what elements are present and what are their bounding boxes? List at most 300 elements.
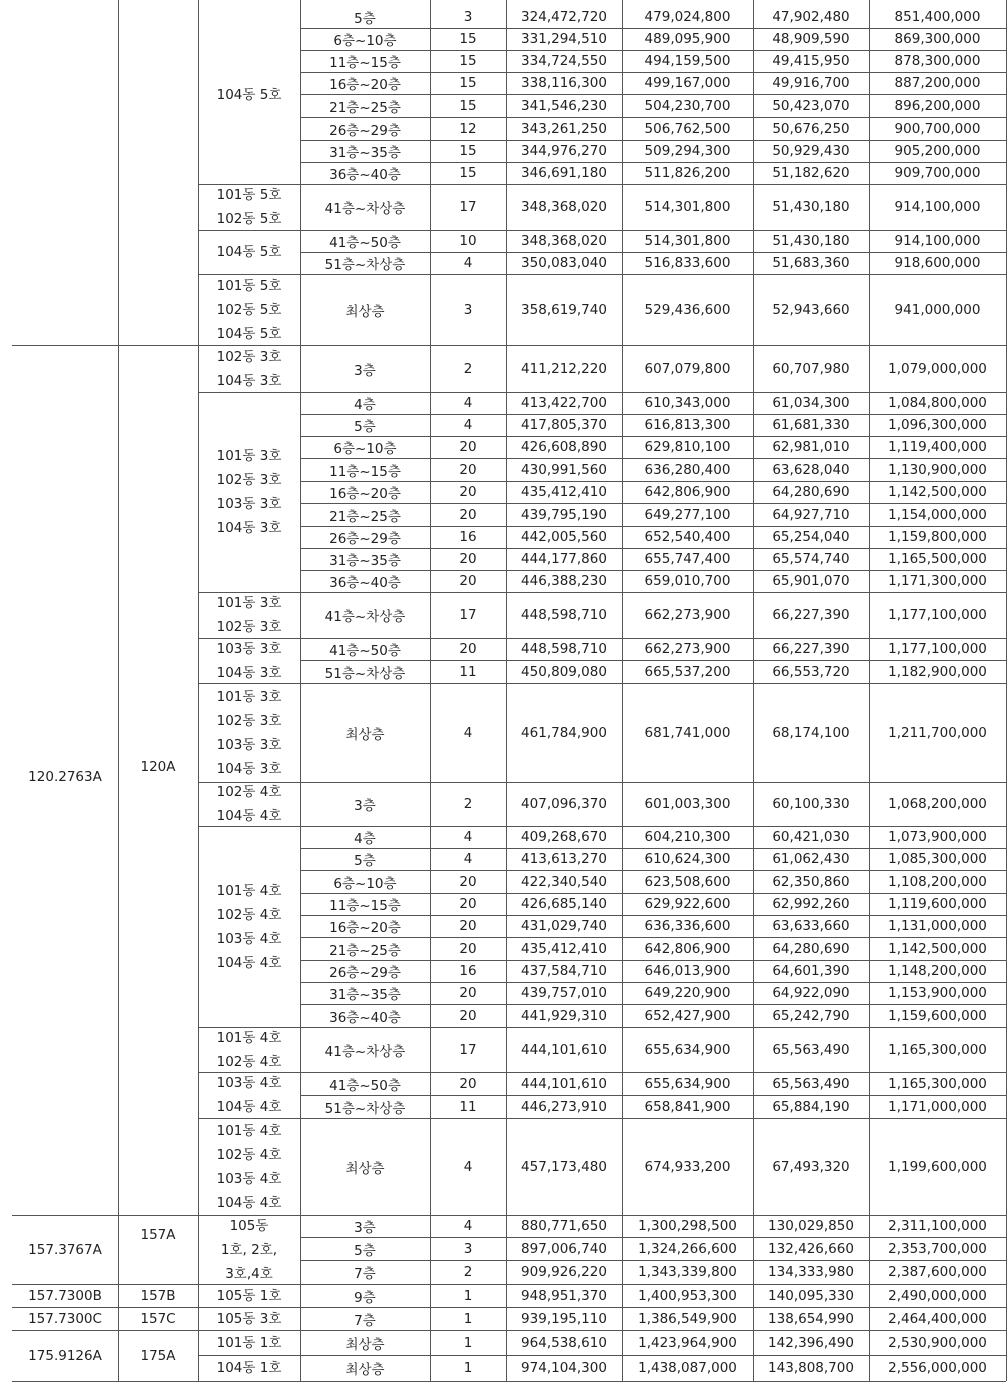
floor-cell: 6층~10층 [333, 875, 397, 892]
type-cell: 157B [140, 1287, 176, 1304]
floor-cell: 9층 [354, 1289, 376, 1306]
building-price-cell: 529,436,600 [644, 301, 731, 318]
land-price-cell: 411,212,220 [521, 360, 607, 377]
total-price-cell: 1,068,200,000 [888, 796, 987, 812]
vat-cell: 66,227,390 [772, 607, 850, 623]
unit-label: 102동 3호 [216, 619, 282, 635]
building-price-cell: 649,220,900 [644, 985, 731, 1001]
household-count-cell: 20 [459, 461, 477, 478]
unit-label: 104동 1호 [216, 1360, 282, 1376]
household-count-cell: 4 [463, 417, 473, 433]
household-count-cell: 17 [459, 199, 477, 215]
area-cell: 157.7300B [28, 1287, 102, 1304]
land-price-cell: 897,006,740 [521, 1240, 607, 1257]
unit-label: 101동 1호 [216, 1334, 282, 1351]
vat-cell: 67,493,320 [772, 1158, 850, 1175]
land-price-cell: 439,757,010 [521, 985, 607, 1001]
floor-cell: 41층~차상층 [324, 201, 406, 217]
floor-cell: 26층~29층 [329, 122, 401, 139]
total-price-cell: 2,353,700,000 [888, 1240, 987, 1257]
total-price-cell: 1,171,000,000 [888, 1098, 987, 1115]
vat-cell: 50,929,430 [772, 143, 850, 159]
floor-cell: 16층~20층 [329, 920, 401, 936]
vat-cell: 130,029,850 [768, 1218, 854, 1234]
column-border [300, 0, 301, 1381]
row-border [12, 345, 198, 346]
floor-cell: 4층 [354, 831, 376, 847]
floor-cell: 11층~15층 [329, 898, 401, 914]
household-count-cell: 17 [459, 1041, 477, 1058]
floor-cell: 41층~50층 [329, 235, 401, 251]
land-price-cell: 324,472,720 [521, 9, 607, 25]
household-count-cell: 2 [463, 1264, 473, 1280]
household-count-cell: 20 [459, 439, 477, 455]
unit-label: 102동 4호 [216, 784, 282, 800]
household-count-cell: 4 [463, 851, 473, 867]
household-count-cell: 3 [463, 301, 473, 318]
vat-cell: 51,683,360 [772, 255, 850, 271]
total-price-cell: 941,000,000 [894, 301, 981, 318]
vat-cell: 50,676,250 [772, 120, 850, 137]
total-price-cell: 1,130,900,000 [888, 461, 987, 478]
household-count-cell: 3 [463, 9, 473, 25]
building-price-cell: 494,159,500 [644, 53, 731, 69]
land-price-cell: 909,926,220 [521, 1264, 607, 1280]
land-price-cell: 413,613,270 [521, 851, 607, 867]
building-price-cell: 681,741,000 [644, 724, 731, 741]
unit-label: 102동 3호 [216, 712, 282, 729]
unit-group-cell [198, 1215, 300, 1284]
unit-label: 104동 3호 [216, 664, 282, 681]
floor-cell: 5층 [354, 419, 376, 435]
unit-label: 104동 3호 [216, 520, 282, 536]
vat-cell: 48,909,590 [772, 31, 850, 47]
household-count-cell: 4 [463, 1218, 473, 1234]
unit-group-cell [198, 1072, 300, 1118]
land-price-cell: 431,029,740 [521, 918, 607, 934]
column-border [622, 0, 623, 1381]
total-price-cell: 1,142,500,000 [888, 940, 987, 957]
total-price-cell: 2,311,100,000 [888, 1218, 987, 1234]
vat-cell: 65,563,490 [772, 1041, 850, 1058]
total-price-cell: 1,085,300,000 [888, 851, 987, 867]
vat-cell: 49,415,950 [772, 53, 850, 69]
unit-group-cell [198, 184, 300, 230]
total-price-cell: 900,700,000 [894, 120, 981, 137]
column-border [753, 0, 754, 1381]
total-price-cell: 1,182,900,000 [888, 663, 987, 680]
total-price-cell: 2,530,900,000 [888, 1334, 987, 1351]
unit-label: 101동 5호 [216, 187, 282, 203]
building-price-cell: 636,336,600 [644, 918, 731, 934]
row-border [12, 1215, 198, 1216]
land-price-cell: 461,784,900 [521, 724, 607, 741]
unit-label: 104동 4호 [216, 1194, 282, 1211]
land-price-cell: 341,546,230 [521, 97, 607, 114]
land-price-cell: 435,412,410 [521, 484, 607, 500]
floor-cell: 21층~25층 [329, 508, 401, 525]
vat-cell: 60,421,030 [772, 829, 850, 845]
vat-cell: 49,916,700 [772, 75, 850, 91]
unit-label: 101동 4호 [216, 882, 282, 899]
building-price-cell: 652,540,400 [644, 529, 731, 545]
vat-cell: 51,182,620 [772, 165, 850, 181]
building-price-cell: 649,277,100 [644, 506, 731, 523]
floor-cell: 3층 [354, 362, 376, 379]
household-count-cell: 3 [463, 1240, 473, 1257]
total-price-cell: 1,159,800,000 [888, 529, 987, 545]
building-price-cell: 1,400,953,300 [638, 1287, 737, 1304]
building-price-cell: 601,003,300 [644, 796, 731, 812]
unit-label: 104동 4호 [216, 808, 282, 824]
total-price-cell: 1,148,200,000 [888, 963, 987, 979]
total-price-cell: 1,199,600,000 [888, 1158, 987, 1175]
vat-cell: 65,563,490 [772, 1075, 850, 1092]
total-price-cell: 918,600,000 [894, 255, 981, 271]
building-price-cell: 516,833,600 [644, 255, 731, 271]
land-price-cell: 430,991,560 [521, 461, 607, 478]
area-cell [12, 6, 118, 345]
total-price-cell: 2,556,000,000 [888, 1360, 987, 1376]
land-price-cell: 437,584,710 [521, 963, 607, 979]
area-cell: 120.2763A [28, 769, 102, 785]
unit-label: 103동 4호 [216, 930, 282, 947]
column-border [430, 0, 431, 1381]
land-price-cell: 448,598,710 [521, 607, 607, 623]
floor-cell: 16층~20층 [329, 486, 401, 502]
total-price-cell: 1,165,500,000 [888, 551, 987, 567]
floor-cell: 31층~35층 [329, 553, 401, 569]
household-count-cell: 12 [459, 120, 477, 137]
land-price-cell: 334,724,550 [521, 53, 607, 69]
vat-cell: 62,350,860 [772, 873, 850, 890]
floor-cell: 21층~25층 [329, 942, 401, 959]
floor-cell: 최상층 [345, 726, 385, 743]
building-price-cell: 642,806,900 [644, 484, 731, 500]
vat-cell: 64,927,710 [772, 506, 850, 523]
unit-label: 102동 3호 [216, 472, 282, 488]
household-count-cell: 20 [459, 1007, 477, 1024]
vat-cell: 50,423,070 [772, 97, 850, 114]
floor-cell: 26층~29층 [329, 531, 401, 547]
land-price-cell: 974,104,300 [521, 1360, 607, 1376]
household-count-cell: 2 [463, 360, 473, 377]
land-price-cell: 331,294,510 [521, 31, 607, 47]
building-price-cell: 479,024,800 [644, 9, 731, 25]
unit-label: 3호,4호 [225, 1265, 273, 1282]
building-price-cell: 1,438,087,000 [638, 1360, 737, 1376]
floor-cell: 6층~10층 [333, 33, 397, 49]
building-price-cell: 514,301,800 [644, 233, 731, 249]
household-count-cell: 15 [459, 165, 477, 181]
total-price-cell: 905,200,000 [894, 143, 981, 159]
total-price-cell: 1,154,000,000 [888, 506, 987, 523]
floor-cell: 최상층 [345, 303, 385, 320]
vat-cell: 65,901,070 [772, 573, 850, 589]
unit-label: 103동 4호 [216, 1170, 282, 1187]
vat-cell: 60,100,330 [772, 796, 850, 812]
building-price-cell: 655,634,900 [644, 1041, 731, 1058]
unit-group-cell [198, 6, 300, 184]
land-price-cell: 439,795,190 [521, 506, 607, 523]
floor-cell: 36층~40층 [329, 167, 401, 183]
unit-group-cell [198, 392, 300, 592]
unit-group-cell [198, 1118, 300, 1215]
household-count-cell: 20 [459, 641, 477, 657]
vat-cell: 143,808,700 [768, 1360, 854, 1376]
vat-cell: 64,922,090 [772, 985, 850, 1001]
land-price-cell: 444,101,610 [521, 1041, 607, 1058]
building-price-cell: 499,167,000 [644, 75, 731, 91]
household-count-cell: 20 [459, 985, 477, 1001]
floor-cell: 5층 [354, 853, 376, 869]
unit-group-cell [198, 230, 300, 274]
floor-cell: 5층 [354, 11, 376, 27]
total-price-cell: 1,171,300,000 [888, 573, 987, 589]
land-price-cell: 409,268,670 [521, 829, 607, 845]
vat-cell: 65,242,790 [772, 1007, 850, 1024]
floor-cell: 11층~15층 [329, 55, 401, 71]
household-count-cell: 15 [459, 97, 477, 114]
land-price-cell: 444,101,610 [521, 1075, 607, 1092]
building-price-cell: 489,095,900 [644, 31, 731, 47]
building-price-cell: 652,427,900 [644, 1007, 731, 1024]
vat-cell: 140,095,330 [768, 1287, 854, 1304]
land-price-cell: 450,809,080 [521, 663, 607, 680]
household-count-cell: 20 [459, 918, 477, 934]
household-count-cell: 20 [459, 896, 477, 912]
building-price-cell: 658,841,900 [644, 1098, 731, 1115]
vat-cell: 61,034,300 [772, 395, 850, 411]
unit-label: 104동 5호 [216, 87, 282, 103]
vat-cell: 134,333,980 [768, 1264, 854, 1280]
household-count-cell: 20 [459, 940, 477, 957]
floor-cell: 6층~10층 [333, 441, 397, 457]
unit-group-cell [198, 782, 300, 826]
building-price-cell: 511,826,200 [644, 165, 731, 181]
building-price-cell: 662,273,900 [644, 607, 731, 623]
unit-group-cell [198, 1307, 300, 1330]
building-price-cell: 616,813,300 [644, 417, 731, 433]
vat-cell: 51,430,180 [772, 199, 850, 215]
column-border [118, 0, 119, 1381]
floor-cell: 최상층 [345, 1336, 385, 1353]
vat-cell: 64,280,690 [772, 484, 850, 500]
total-price-cell: 1,119,600,000 [888, 896, 987, 912]
floor-cell: 3층 [354, 1220, 376, 1236]
unit-label: 104동 3호 [216, 372, 282, 389]
land-price-cell: 435,412,410 [521, 940, 607, 957]
vat-cell: 63,628,040 [772, 461, 850, 478]
building-price-cell: 646,013,900 [644, 963, 731, 979]
column-border [506, 0, 507, 1381]
total-price-cell: 1,142,500,000 [888, 484, 987, 500]
total-price-cell: 1,073,900,000 [888, 829, 987, 845]
land-price-cell: 358,619,740 [521, 301, 607, 318]
total-price-cell: 914,100,000 [894, 233, 981, 249]
land-price-cell: 343,261,250 [521, 120, 607, 137]
household-count-cell: 15 [459, 75, 477, 91]
total-price-cell: 1,165,300,000 [888, 1041, 987, 1058]
land-price-cell: 457,173,480 [521, 1158, 607, 1175]
unit-group-cell [198, 1355, 300, 1381]
unit-label: 105동 1호 [216, 1287, 282, 1304]
unit-label: 101동 4호 [216, 1122, 282, 1139]
land-price-cell: 350,083,040 [521, 255, 607, 271]
unit-label: 103동 3호 [216, 496, 282, 512]
unit-label: 102동 5호 [216, 211, 282, 227]
household-count-cell: 15 [459, 53, 477, 69]
unit-label: 101동 3호 [216, 595, 282, 611]
unit-group-cell [198, 274, 300, 345]
building-price-cell: 604,210,300 [644, 829, 731, 845]
floor-cell: 51층~차상층 [324, 257, 406, 273]
household-count-cell: 1 [463, 1310, 473, 1327]
vat-cell: 142,396,490 [768, 1334, 854, 1351]
land-price-cell: 948,951,370 [521, 1287, 607, 1304]
floor-cell: 31층~35층 [329, 145, 401, 161]
unit-label: 103동 3호 [216, 640, 282, 657]
household-count-cell: 1 [463, 1287, 473, 1304]
type-cell: 175A [140, 1347, 176, 1364]
total-price-cell: 1,131,000,000 [888, 918, 987, 934]
total-price-cell: 896,200,000 [894, 97, 981, 114]
unit-label: 101동 3호 [216, 448, 282, 464]
vat-cell: 64,601,390 [772, 963, 850, 979]
land-price-cell: 348,368,020 [521, 233, 607, 249]
floor-cell: 3층 [354, 798, 376, 814]
building-price-cell: 607,079,800 [644, 360, 731, 377]
household-count-cell: 11 [459, 663, 477, 680]
land-price-cell: 426,685,140 [521, 896, 607, 912]
household-count-cell: 20 [459, 573, 477, 589]
total-price-cell: 1,165,300,000 [888, 1075, 987, 1092]
total-price-cell: 909,700,000 [894, 165, 981, 181]
land-price-cell: 413,422,700 [521, 395, 607, 411]
household-count-cell: 2 [463, 796, 473, 812]
unit-label: 102동 4호 [216, 906, 282, 923]
unit-label: 102동 3호 [216, 348, 282, 365]
land-price-cell: 417,805,370 [521, 417, 607, 433]
household-count-cell: 16 [459, 529, 477, 545]
unit-label: 105동 3호 [216, 1310, 282, 1327]
land-price-cell: 446,388,230 [521, 573, 607, 589]
household-count-cell: 10 [459, 233, 477, 249]
household-count-cell: 20 [459, 484, 477, 500]
land-price-cell: 880,771,650 [521, 1218, 607, 1234]
land-price-cell: 338,116,300 [521, 75, 607, 91]
row-border [12, 1381, 1006, 1382]
vat-cell: 51,430,180 [772, 233, 850, 249]
total-price-cell: 2,387,600,000 [888, 1264, 987, 1280]
building-price-cell: 1,300,298,500 [638, 1218, 737, 1234]
total-price-cell: 1,153,900,000 [888, 985, 987, 1001]
building-price-cell: 655,747,400 [644, 551, 731, 567]
building-price-cell: 674,933,200 [644, 1158, 731, 1175]
unit-group-cell [198, 1330, 300, 1355]
building-price-cell: 610,343,000 [644, 395, 731, 411]
vat-cell: 47,902,480 [772, 9, 850, 25]
land-price-cell: 344,976,270 [521, 143, 607, 159]
column-border [869, 0, 870, 1381]
floor-cell: 4층 [354, 397, 376, 413]
household-count-cell: 4 [463, 1158, 473, 1175]
vat-cell: 62,981,010 [772, 439, 850, 455]
unit-label: 1호, 2호, [220, 1241, 278, 1258]
unit-label: 103동 4호 [216, 1075, 282, 1091]
unit-label: 104동 4호 [216, 954, 282, 971]
building-price-cell: 642,806,900 [644, 940, 731, 957]
building-price-cell: 1,386,549,900 [638, 1310, 737, 1327]
household-count-cell: 4 [463, 255, 473, 271]
total-price-cell: 1,177,100,000 [888, 607, 987, 623]
area-cell: 175.9126A [28, 1347, 102, 1364]
household-count-cell: 20 [459, 506, 477, 523]
land-price-cell: 442,005,560 [521, 529, 607, 545]
unit-label: 102동 5호 [216, 301, 282, 318]
building-price-cell: 636,280,400 [644, 461, 731, 478]
household-count-cell: 15 [459, 143, 477, 159]
land-price-cell: 422,340,540 [521, 873, 607, 890]
vat-cell: 61,062,430 [772, 851, 850, 867]
unit-label: 101동 3호 [216, 688, 282, 705]
floor-cell: 5층 [354, 1242, 376, 1259]
building-price-cell: 514,301,800 [644, 199, 731, 215]
land-price-cell: 426,608,890 [521, 439, 607, 455]
household-count-cell: 4 [463, 724, 473, 741]
unit-group-cell [198, 592, 300, 638]
land-price-cell: 964,538,610 [521, 1334, 607, 1351]
unit-label: 101동 5호 [216, 277, 282, 294]
vat-cell: 132,426,660 [768, 1240, 854, 1257]
floor-cell: 51층~차상층 [324, 1100, 406, 1117]
building-price-cell: 665,537,200 [644, 663, 731, 680]
vat-cell: 62,992,260 [772, 896, 850, 912]
household-count-cell: 4 [463, 829, 473, 845]
floor-cell: 7층 [354, 1266, 376, 1282]
unit-label: 103동 3호 [216, 736, 282, 753]
vat-cell: 64,280,690 [772, 940, 850, 957]
building-price-cell: 629,810,100 [644, 439, 731, 455]
total-price-cell: 1,159,600,000 [888, 1007, 987, 1024]
building-price-cell: 610,624,300 [644, 851, 731, 867]
type-cell: 120A [140, 759, 176, 775]
unit-label: 105동 [229, 1217, 269, 1234]
unit-label: 104동 5호 [216, 325, 282, 342]
unit-group-cell [198, 638, 300, 683]
vat-cell: 65,884,190 [772, 1098, 850, 1115]
type-cell: 157A [140, 1227, 176, 1243]
vat-cell: 65,254,040 [772, 529, 850, 545]
land-price-cell: 448,598,710 [521, 641, 607, 657]
unit-label: 102동 4호 [216, 1053, 282, 1070]
unit-group-cell [198, 683, 300, 782]
household-count-cell: 4 [463, 395, 473, 411]
unit-label: 104동 4호 [216, 1099, 282, 1115]
building-price-cell: 506,762,500 [644, 120, 731, 137]
unit-group-cell [198, 345, 300, 392]
land-price-cell: 348,368,020 [521, 199, 607, 215]
building-price-cell: 659,010,700 [644, 573, 731, 589]
column-border [198, 0, 199, 1381]
floor-cell: 26층~29층 [329, 965, 401, 981]
floor-cell: 7층 [354, 1312, 376, 1329]
area-cell: 157.7300C [28, 1310, 102, 1327]
floor-cell: 41층~50층 [329, 1077, 401, 1094]
building-price-cell: 1,343,339,800 [638, 1264, 737, 1280]
household-count-cell: 15 [459, 31, 477, 47]
unit-label: 101동 4호 [216, 1029, 282, 1046]
